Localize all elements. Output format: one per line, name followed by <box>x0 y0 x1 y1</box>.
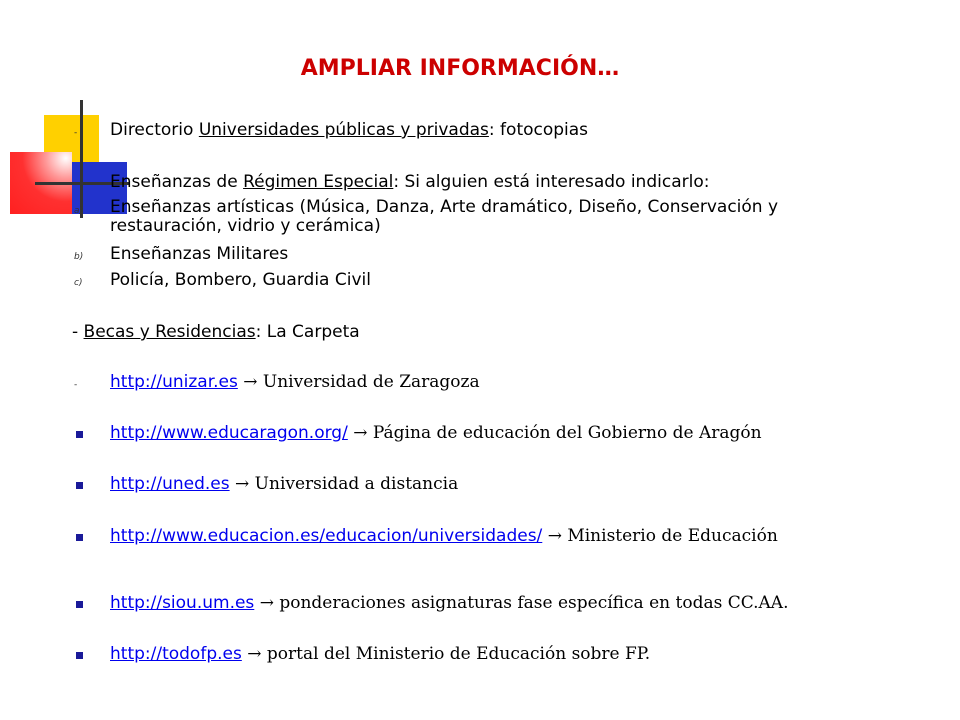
universidades-link-text: Universidades públicas y privadas <box>198 120 489 140</box>
marker-a: a) <box>74 206 84 216</box>
policia-item: Policía, Bombero, Guardia Civil <box>110 270 371 290</box>
link-description: → ponderaciones asignaturas fase específica en todas CC.AA. <box>259 593 789 613</box>
ensenanzas-suffix: : Si alguien está interesado indicarlo: <box>393 172 710 192</box>
artisticas-item <box>110 198 778 236</box>
artisticas-line2: restauración, vidrio y cerámica) <box>110 216 381 236</box>
bullet-icon <box>76 534 83 541</box>
artisticas-line1: Enseñanzas artísticas (Música, Danza, Arte dramático, Diseño, Conservación y <box>110 197 779 217</box>
becas-prefix: - <box>72 322 84 342</box>
link-description: → Página de educación del Gobierno de Aragón <box>353 423 762 443</box>
uned-link[interactable]: http://uned.es <box>110 474 230 494</box>
unizar-link[interactable]: http://unizar.es <box>110 372 238 392</box>
regimen-especial-text: Régimen Especial <box>243 172 394 192</box>
link-description: → Ministerio de Educación <box>547 526 778 546</box>
becas-suffix: : La Carpeta <box>255 322 360 342</box>
link-description: → Universidad de Zaragoza <box>243 372 480 392</box>
becas-text: Becas y Residencias <box>83 322 256 342</box>
bullet-icon <box>76 601 83 608</box>
link-row <box>110 423 762 443</box>
page-title: AMPLIAR INFORMACIÓN… <box>300 56 620 81</box>
link-description: → portal del Ministerio de Educación sobre FP. <box>247 644 651 664</box>
marker-b: b) <box>74 252 84 262</box>
link-row <box>110 474 458 494</box>
link-row <box>110 593 788 613</box>
ensenanzas-prefix: Enseñanzas de <box>110 172 244 192</box>
marker-c: c) <box>74 278 83 288</box>
todofp-link[interactable]: http://todofp.es <box>110 644 242 664</box>
educacion-universidades-link[interactable]: http://www.educacion.es/educacion/universidades/ <box>110 526 543 546</box>
bullet-icon <box>76 431 83 438</box>
siou-link[interactable]: http://siou.um.es <box>110 593 255 613</box>
directorio-suffix: : fotocopias <box>488 120 589 140</box>
decorative-vertical-line <box>80 100 83 218</box>
link-row <box>110 372 480 392</box>
bullet-icon <box>76 482 83 489</box>
ensenanzas-line <box>110 172 709 192</box>
dash-marker: - <box>74 380 78 390</box>
becas-line <box>72 322 360 342</box>
educaragon-link[interactable]: http://www.educaragon.org/ <box>110 423 348 443</box>
directorio-line <box>110 120 588 140</box>
bullet-icon <box>76 652 83 659</box>
link-row <box>110 526 778 546</box>
militares-item: Enseñanzas Militares <box>110 244 289 264</box>
link-row <box>110 644 650 664</box>
link-description: → Universidad a distancia <box>235 474 459 494</box>
dash-marker: - <box>74 128 78 138</box>
directorio-prefix: Directorio <box>110 120 199 140</box>
